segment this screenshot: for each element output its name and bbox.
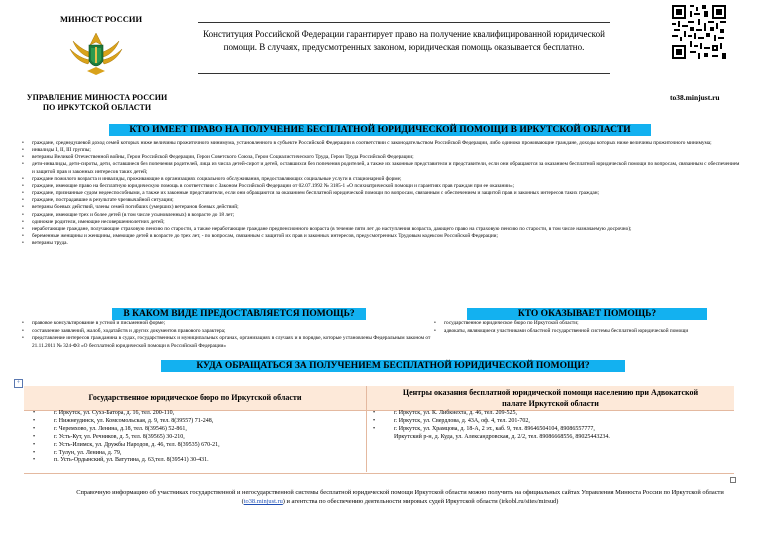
list-item: • г. Нижнеудинск, ул. Комсомольская, д. 9, тел. 8(39557) 71-248, bbox=[30, 418, 360, 426]
bottom-rule bbox=[198, 73, 610, 74]
list-item: • г. Иркутск, ул. Свердлова, д. 43А, оф. 4, тел. 201-702, bbox=[370, 418, 730, 426]
footer-text-start: Справочную информацию об участниках государственной и негосударственной системы бесплатной юридической помощи Иркутской области можно получить на официальных сайтах Управления Минюста России по Иркутской области ( bbox=[76, 489, 724, 505]
providers-list bbox=[434, 320, 734, 335]
table-column-divider bbox=[366, 386, 367, 472]
list-item: • адвокаты, являющиеся участниками областной государственной системы бесплатной юридической помощи bbox=[434, 328, 734, 336]
bureau-list bbox=[30, 410, 360, 465]
forms-list bbox=[22, 320, 432, 350]
list-item: • граждане, среднедушевой доход семей которых ниже величины прожиточного минимума, установленного в субъекте Российской Федерации в соответствии с законодательством Российской Федерации, либо одиноко проживающие граждане, доходы которых ниже величины прожиточного минимума; bbox=[22, 140, 742, 147]
centers-header-line-1: Центры оказания бесплатной юридической помощи населению при Адвокатской bbox=[402, 388, 699, 397]
list-item: • г. Черемхово, ул. Ленина, д.18, тел. 8(39546) 52-861, bbox=[30, 426, 360, 434]
providers-section-title: КТО ОКАЗЫВАЕТ ПОМОЩЬ? bbox=[467, 308, 707, 320]
qr-code-icon bbox=[672, 5, 726, 59]
list-item: • беременные женщины и женщины, имеющие детей в возрасте до трех лет, - по вопросам, связанным с защитой их прав и законных интересов, предусмотренных Трудовым кодексом Российской Федерации; bbox=[22, 233, 742, 240]
list-item: • составление заявлений, жалоб, ходатайств и других документов правового характера; bbox=[22, 328, 432, 336]
list-item: • неработающие граждане, получающие страховую пенсию по старости, а также неработающие граждане предпенсионного возраста (в течение пяти лет до наступления возраста, дающего право на страховую пенсию по старости, в том числе назначаемую досрочно); bbox=[22, 226, 742, 233]
list-item: • г. Иркутск, ул. Храмцова, д. 18-А, 2 эт., каб. 9, тел. 89646504104, 89086557777, bbox=[370, 426, 730, 434]
eligible-list bbox=[22, 140, 742, 247]
site-address: to38.minjust.ru bbox=[670, 93, 720, 102]
list-item: • г. Усть-Кут, ул. Речников, д. 5, тел. 8(39565) 30-210, bbox=[30, 434, 360, 442]
forms-section-title: В КАКОМ ВИДЕ ПРЕДОСТАВЛЯЕТСЯ ПОМОЩЬ? bbox=[112, 308, 366, 320]
end-of-table-marker bbox=[730, 477, 736, 483]
where-section-title: КУДА ОБРАЩАТЬСЯ ЗА ПОЛУЧЕНИЕМ БЕСПЛАТНОЙ ЮРИДИЧЕСКОЙ ПОМОЩИ? bbox=[161, 360, 625, 372]
list-item: • граждане, имеющие трех и более детей (в том числе усыновленных) в возрасте до 18 лет; bbox=[22, 212, 742, 219]
centers-header-line-2: палате Иркутской области bbox=[502, 399, 599, 408]
list-item: • граждане, признанные судом недееспособными, а также их законные представители, если они обращаются за оказанием бесплатной юридической помощи по вопросам, связанным с обеспечением и защитой прав и законных интересов таких граждан; bbox=[22, 190, 742, 197]
list-item: • государственное юридическое бюро по Иркутской области; bbox=[434, 320, 734, 328]
list-item: • граждане пожилого возраста и инвалиды, проживающие в организациях социального обслуживания, предоставляющих социальные услуги в стационарной форме; bbox=[22, 176, 742, 183]
list-item: • г. Иркутск, ул. К. Либкнехта, д. 46, тел. 209-525, bbox=[370, 410, 730, 418]
list-item: • дети-инвалиды, дети-сироты, дети, оставшиеся без попечения родителей, лица из числа детей-сирот и детей, оставшихся без попечения родителей, а также их законные представители и представители, если они обращаются за оказанием бесплатной юридической помощи по вопросам, связанным с обеспечением и защитой прав и законных интересов таких детей; bbox=[22, 161, 742, 175]
list-item: • одинокие родители, имеющие несовершеннолетних детей; bbox=[22, 219, 742, 226]
list-item: • ветераны боевых действий, члены семей погибших (умерших) ветеранов боевых действий; bbox=[22, 204, 742, 211]
top-rule bbox=[198, 22, 610, 23]
list-item: • г. Иркутск, ул. Сухэ-Батора, д. 16, тел. 200-110, bbox=[30, 410, 360, 418]
constitution-statement: Конституция Российской Федерации гарантирует право на получение квалифицированной юридической помощи. В случаях, предусмотренных законом, юридическая помощь оказывается бесплатно. bbox=[203, 29, 605, 52]
list-item: • ветераны труда. bbox=[22, 240, 742, 247]
footer-text-end: ) и агентства по обеспечению деятельности мировых судей Иркутской области (irkobl.ru/sites/mirsud) bbox=[282, 498, 559, 505]
list-item: • граждане, пострадавшие в результате чрезвычайной ситуации; bbox=[22, 197, 742, 204]
list-item: • граждане, имеющие право на бесплатную юридическую помощь в соответствии с Законом Российской Федерации от 02.07.1992 № 3185-1 «О психиатрической помощи и гарантиях прав граждан при ее оказании»; bbox=[22, 183, 742, 190]
eligible-section-title: КТО ИМЕЕТ ПРАВО НА ПОЛУЧЕНИЕ БЕСПЛАТНОЙ ЮРИДИЧЕСКОЙ ПОМОЩИ В ИРКУТСКОЙ ОБЛАСТИ bbox=[109, 124, 651, 136]
list-item: • г. Тулун, ул. Ленина, д. 79, bbox=[30, 450, 360, 458]
list-item: • п. Усть-Ордынский, ул. Ватутина, д. 63,тел. 8(39541) 30-431. bbox=[30, 457, 360, 465]
department-name bbox=[22, 93, 172, 113]
list-item: • правовое консультирование в устной и письменной форме; bbox=[22, 320, 432, 328]
footer-note bbox=[60, 488, 740, 506]
ministry-emblem-icon bbox=[65, 27, 127, 79]
ministry-label: МИНЮСТ РОССИИ bbox=[60, 14, 143, 24]
footer-site-link[interactable]: to38.minjust.ru bbox=[243, 498, 283, 505]
list-item: • представление интересов гражданина в судах, государственных и муниципальных органах, организациях в случаях и в порядке, которые установлены Федеральным законом от 21.11.2011 № 324-ФЗ «О бесплатной юридической помощи в Российской Федерации» bbox=[22, 335, 432, 350]
list-item: • г. Усть-Илимск, ул. Дружбы Народов, д. 46, тел. 8(39535) 670-21, bbox=[30, 442, 360, 450]
list-item: • ветераны Великой Отечественной войны, Герои Российской Федерации, Герои Советского Союза, Герои Социалистического Труда, Герои Труда Российской Федерации; bbox=[22, 154, 742, 161]
centers-column-header bbox=[367, 386, 734, 410]
list-item: • инвалиды I, II, III группы; bbox=[22, 147, 742, 154]
table-move-handle-icon[interactable]: + bbox=[14, 379, 23, 388]
department-line-2: ПО ИРКУТСКОЙ ОБЛАСТИ bbox=[42, 103, 152, 112]
list-item: Иркутский р-н, д. Куда, ул. Александровская, д. 2/2, тел. 89086668556, 89025443234. bbox=[394, 433, 610, 440]
department-line-1: УПРАВЛЕНИЕ МИНЮСТА РОССИИ bbox=[26, 93, 168, 102]
bureau-column-header: Государственное юридическое бюро по Иркутской области bbox=[24, 386, 366, 410]
centers-list bbox=[370, 410, 730, 442]
